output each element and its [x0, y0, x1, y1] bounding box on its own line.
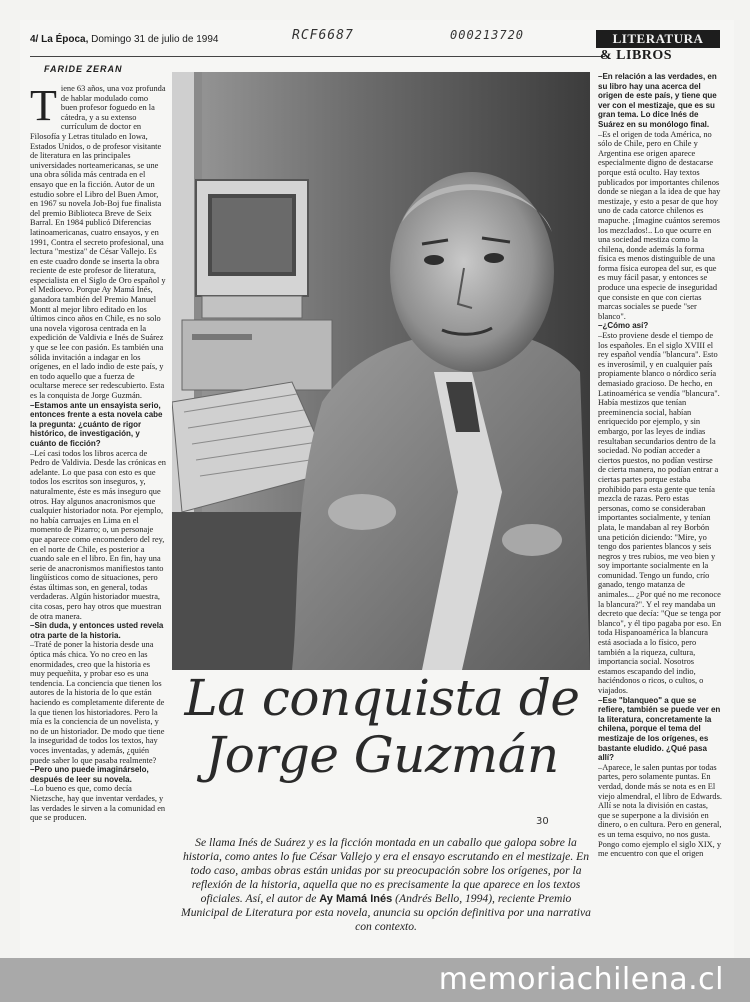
interview-question: –Sin duda, y entonces usted revela otra parte de la historia.: [30, 621, 164, 640]
headline-line1: La conquista de: [184, 669, 580, 727]
footer-banner: [0, 958, 750, 1002]
paragraph: –Aparece, le salen puntas por todas partes, pero solamente puntas. En verdad, donde más se nota es en El viejo almendral, el libro de Edwards. Allí se nota la división en castas, que se superpone a la división en dinero, o en cultura. Pero en general, es un tema esquivo, no nos gusta. Pongo como ejemplo el siglo XIX, y me encuentro con que el origen: [598, 762, 722, 859]
header-rule: [30, 56, 605, 57]
article-column-right: [598, 72, 722, 962]
headline: [170, 670, 594, 784]
headline-line2: Jorge Guzmán: [205, 726, 559, 784]
site-watermark[interactable]: memoriachilena.cl: [438, 962, 724, 997]
interview-question: –Estamos ante un ensayista serio, entonces frente a esta novela cabe la pregunta: ¿cuánto de rigor histórico, de investigación, y cuánto de ficción?: [30, 400, 163, 448]
byline: FARIDE ZERAN: [44, 64, 123, 74]
interview-question: –Ese "blanqueo" a que se refiere, también se puede ver en la literatura, concretamente la chilena, porque el tema del mestizaje de los orígenes, es bastante eludido. ¿Qué pasa allí?: [598, 695, 721, 763]
drop-cap: T: [30, 84, 57, 130]
paragraph: –Leí casi todos los libros acerca de Pedro de Valdivia. Desde las crónicas en adelante. Lo que pasa con esto es que todos los escritos son inseguros, y, naturalmente, éste es más inseguro que otros. Hay algunos anacronismos que cualquier historiador nota. Por ejemplo, no había carruajes en Lima en el momento de Pizarro; o, un personaje que aparece como encomendero del rey, en el norte de Chile, es posterior a cuando sale en el libro. En fin, hay una serie de anacronismos manifiestos tanto lingüísticos como de situaciones, pero éstas últimas son, en general, todas verdaderas. Algún historiador muestra, cita cosas, pero hay otros que muestran de otra manera.: [30, 448, 166, 621]
author-photo: [172, 72, 590, 670]
archive-stamp-2: 000213720: [450, 28, 525, 42]
archive-stamp-1: RCF6687: [292, 28, 354, 43]
paragraph: iene 63 años, una voz profunda de hablar modulado como buen profesor foguedo en la cátedra, y a su extenso currículum de doctor en Filosofía y Letras titulado en Iowa, Estados Unidos, o de profesor visitante de literatura en las principales universidades norteamericanas, se une una obra sólida más centrada en el ensayo que en la ficción. Autor de un estudio sobre el Libro del Buen Amor, en 1967 su novela Job-Boj fue finalista del premio Biblioteca Breve de Seix Barral. En 1984 publicó Diferencias latinoamericanas, cuatro ensayos, y en 1991, Contra el secreto profesional, una lectura "mestiza" de César Vallejo. Es en este cuadro donde se inserta la obra reciente de este profesor de literatura, especialista en el Siglo de Oro español y el Medioevo. Porque Ay Mamá Inés, ganadora también del Premio Manuel Montt al mejor libro editado en los últimos cinco años en Chile, es no solo una novela vigorosa centrada en la expedición de Valdivia e Inés de Suárez y que se lee con pasión. Es también una sólida invitación a indagar en los orígenes, en el lado indio de este país, y en todo aquello que a fuerza de ocultarse merece ser redescubierto. Esta es la conquista de Jorge Guzmán.: [30, 84, 166, 400]
deck-text-2: (Andrés Bello, 1994), reciente Premio Municipal de Literatura por esta novela, anuncia su opción definitiva por una narrativa con contexto.: [181, 892, 591, 933]
section-label: [596, 30, 720, 64]
page-number-label: 4/ La Época,: [30, 34, 89, 45]
author-photo-illustration: [172, 72, 590, 670]
page-label: [30, 34, 218, 45]
paragraph: –Traté de poner la historia desde una óptica más chica. Yo no creo en las enormidades, creo que la historia es muy pequeñita, y probar eso es una tendencia. La conciencia que tienen los autores de la historia de lo que están haciendo es completamente diferente de la que tienen los historiadores. Pero la mía es la conciencia de un novelista, y no de un historiador. De modo que tiene la inseguridad de todos los textos, hay voces inventadas, y además, ¿quién puede saber lo que pasaba realmente?: [30, 640, 165, 765]
paragraph: –Esto proviene desde el tiempo de los españoles. En el siglo XVIII el rey español vendía "blancura". Esto es inverosímil, y en cualquier país propiamente blanco o nórdico sería demasiado gracioso. De hecho, en Latinoamérica se vendía "blancura". Había mestizos que tenían preeminencia social, habían enriquecido por ejemplo, y sin embargo, por las leyes de indias resultaban secundarios dentro de la sociedad. No podían acceder a ciertos puestos, no podían vestirse de cierta manera, no podían entrar a ciertas partes porque estaba prohibido para esta gente que tenía mezcla de razas. Pero estas personas, como se consideraban importantes socialmente, y tenían plata, le mandaban al rey Borbón una petición diciendo: "Mire, yo tengo dos parientes blancos y seis negros y tres rubios, me veo bien y soy importante socialmente en la comunidad. Tengo un fundo, crío ganado, tengo matanza de animales... ¿Por qué no me reconoce la blancura?". Y el rey mandaba un decreto que decía: "Que se tenga por blanco", y él tipo pagaba por eso. En toda Hispanoamérica la blancura está asociada a lo físico, pero también a la riqueza, cultura, importancia social. Nosotros estamos escapando del indio, haciéndonos o ricos, o cultos, o viajados.: [598, 331, 722, 695]
page-date: Domingo 31 de julio de 1994: [91, 34, 219, 45]
deck-book-title: Ay Mamá Inés: [319, 893, 393, 905]
deck-text-1: Se llama Inés de Suárez y es la ficción montada en un caballo que galopa sobre la historia, como antes lo fue César Vallejo y era el ensayo escrutando en el mestizaje. En todo caso, ambas obras están unidas por su preocupación sobre los orígenes, por la reflexión de la historia, aquella que no es precisamente la que aparece en los textos oficiales. Así, el autor de: [182, 836, 590, 905]
section-label-line1: LITERATURA: [596, 30, 720, 48]
interview-question: –¿Cómo así?: [598, 321, 649, 331]
article-column-left: [30, 84, 166, 960]
handwritten-mark: 30: [536, 816, 549, 827]
paragraph: –Lo bueno es que, como decía Nietzsche, hay que inventar verdades, y las verdades le sirven a la comunidad en que se producen.: [30, 784, 166, 823]
interview-question: –En relación a las verdades, en su libro hay una acerca del origen de este país, y tiene que ver con el mestizaje, que es su gran tema. Lo dice Inés de Suárez en su monólogo final.: [598, 72, 717, 129]
section-label-line2: & LIBROS: [600, 48, 673, 63]
paragraph: –Es el origen de toda América, no sólo de Chile, pero en Chile y Argentina ese origen aparece especialmente digno de destacarse porque está oculto. Hay textos publicados por importantes chilenos donde se niegan a la idea de que hay mestizaje, y esto a pesar de que hoy uno de cada catorce chilenos es mapuche. ¡Imagine cuántos seremos los mezclados!.. Lo que ocurre en una sociedad mestiza como la chilena, donde además la forma física es menos distinguible de una forma física europea del sur, es que es muy fácil pasar, y entonces se produce una especie de inseguridad que consiste en que con ciertas marcas sociales se puede "ser blanco".: [598, 129, 721, 321]
newspaper-page: [20, 20, 734, 960]
article-deck: [180, 836, 592, 934]
interview-question: –Pero uno puede imaginárselo, después de leer su novela.: [30, 765, 149, 784]
